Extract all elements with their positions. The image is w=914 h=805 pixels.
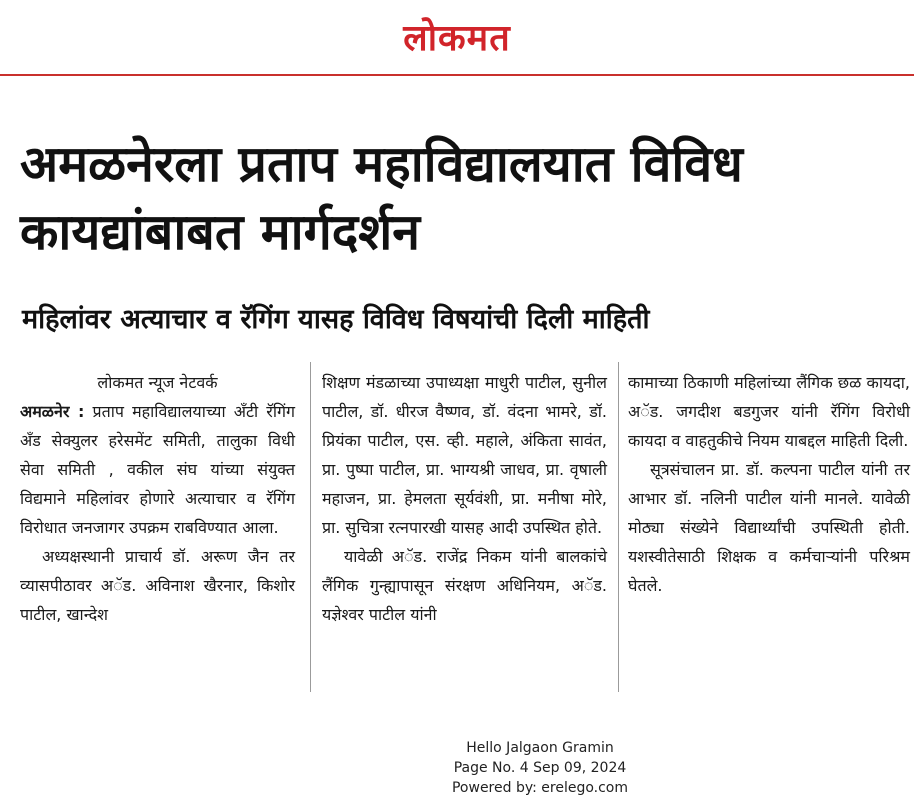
newspaper-logo: लोकमत <box>403 18 511 59</box>
column-divider <box>618 362 619 692</box>
paragraph: शिक्षण मंडळाच्या उपाध्यक्षा माधुरी पाटील, सुनील पाटील, डॉ. धीरज वैष्णव, डॉ. वंदना भामरे, डॉ. प्रियंका पाटील, एस. व्ही. महाले, अंकिता सावंत, प्रा. पुष्पा पाटील, प्रा. भाग्यश्री जाधव, प्रा. वृषाली महाजन, प्रा. हेमलता सूर्यवंशी, प्रा. मनीषा मोरे, प्रा. सुचित्रा रत्नपारखी यासह आदी उपस्थित होते. <box>322 373 607 537</box>
byline: लोकमत न्यूज नेटवर्क <box>97 373 218 392</box>
paragraph: कामाच्या ठिकाणी महिलांच्या लैंगिक छळ कायदा, अॅड. जगदीश बडगुजर यांनी रॅगिंग विरोधी कायदा व वाहतुकीचे नियम याबद्दल माहिती दिली. <box>628 373 910 450</box>
footer-powered-by: Powered by: erelego.com <box>451 780 629 796</box>
paragraph <box>20 397 295 542</box>
footer-publication: Hello Jalgaon Gramin <box>466 740 614 756</box>
article-column-2 <box>322 368 607 629</box>
column-divider <box>310 362 311 692</box>
masthead-rule <box>0 74 914 76</box>
paragraph-text: प्रताप महाविद्यालयाच्या अँटी रॅगिंग अँड सेक्युलर हरेसमेंट समिती, तालुका विधी सेवा समिती , वकील संघ यांच्या संयुक्त विद्यमाने महिलांवर होणारे अत्याचार व रॅगिंग विरोधात जनजागर उपक्रम राबविण्यात आला. <box>20 402 295 537</box>
page-footer <box>440 738 640 798</box>
subheadline: महिलांवर अत्याचार व रॅगिंग यासह विविध विषयांची दिली माहिती <box>22 304 650 335</box>
paragraph: यावेळी अॅड. राजेंद्र निकम यांनी बालकांचे लैंगिक गुन्ह्यापासून संरक्षण अधिनियम, अॅड. यज्ञेश्वर पाटील यांनी <box>322 547 607 624</box>
masthead <box>0 0 914 76</box>
footer-page-date: Page No. 4 Sep 09, 2024 <box>453 760 627 776</box>
article-column-1 <box>20 368 295 629</box>
dateline: अमळनेर : <box>20 402 85 421</box>
paragraph: अध्यक्षस्थानी प्राचार्य डॉ. अरूण जैन तर व्यासपीठावर अॅड. अविनाश खैरनार, किशोर पाटील, खान्देश <box>20 547 295 624</box>
article-column-3 <box>628 368 910 600</box>
headline: अमळनेरला प्रताप महाविद्यालयात विविध कायद्यांबाबत मार्गदर्शन <box>20 135 743 261</box>
paragraph: सूत्रसंचालन प्रा. डॉ. कल्पना पाटील यांनी तर आभार डॉ. नलिनी पाटील यांनी मानले. यावेळी मोठ्या संख्येने विद्यार्थ्यांची उपस्थिती होती. यशस्वीतेसाठी शिक्षक व कर्मचाऱ्यांनी परिश्रम घेतले. <box>628 460 910 595</box>
